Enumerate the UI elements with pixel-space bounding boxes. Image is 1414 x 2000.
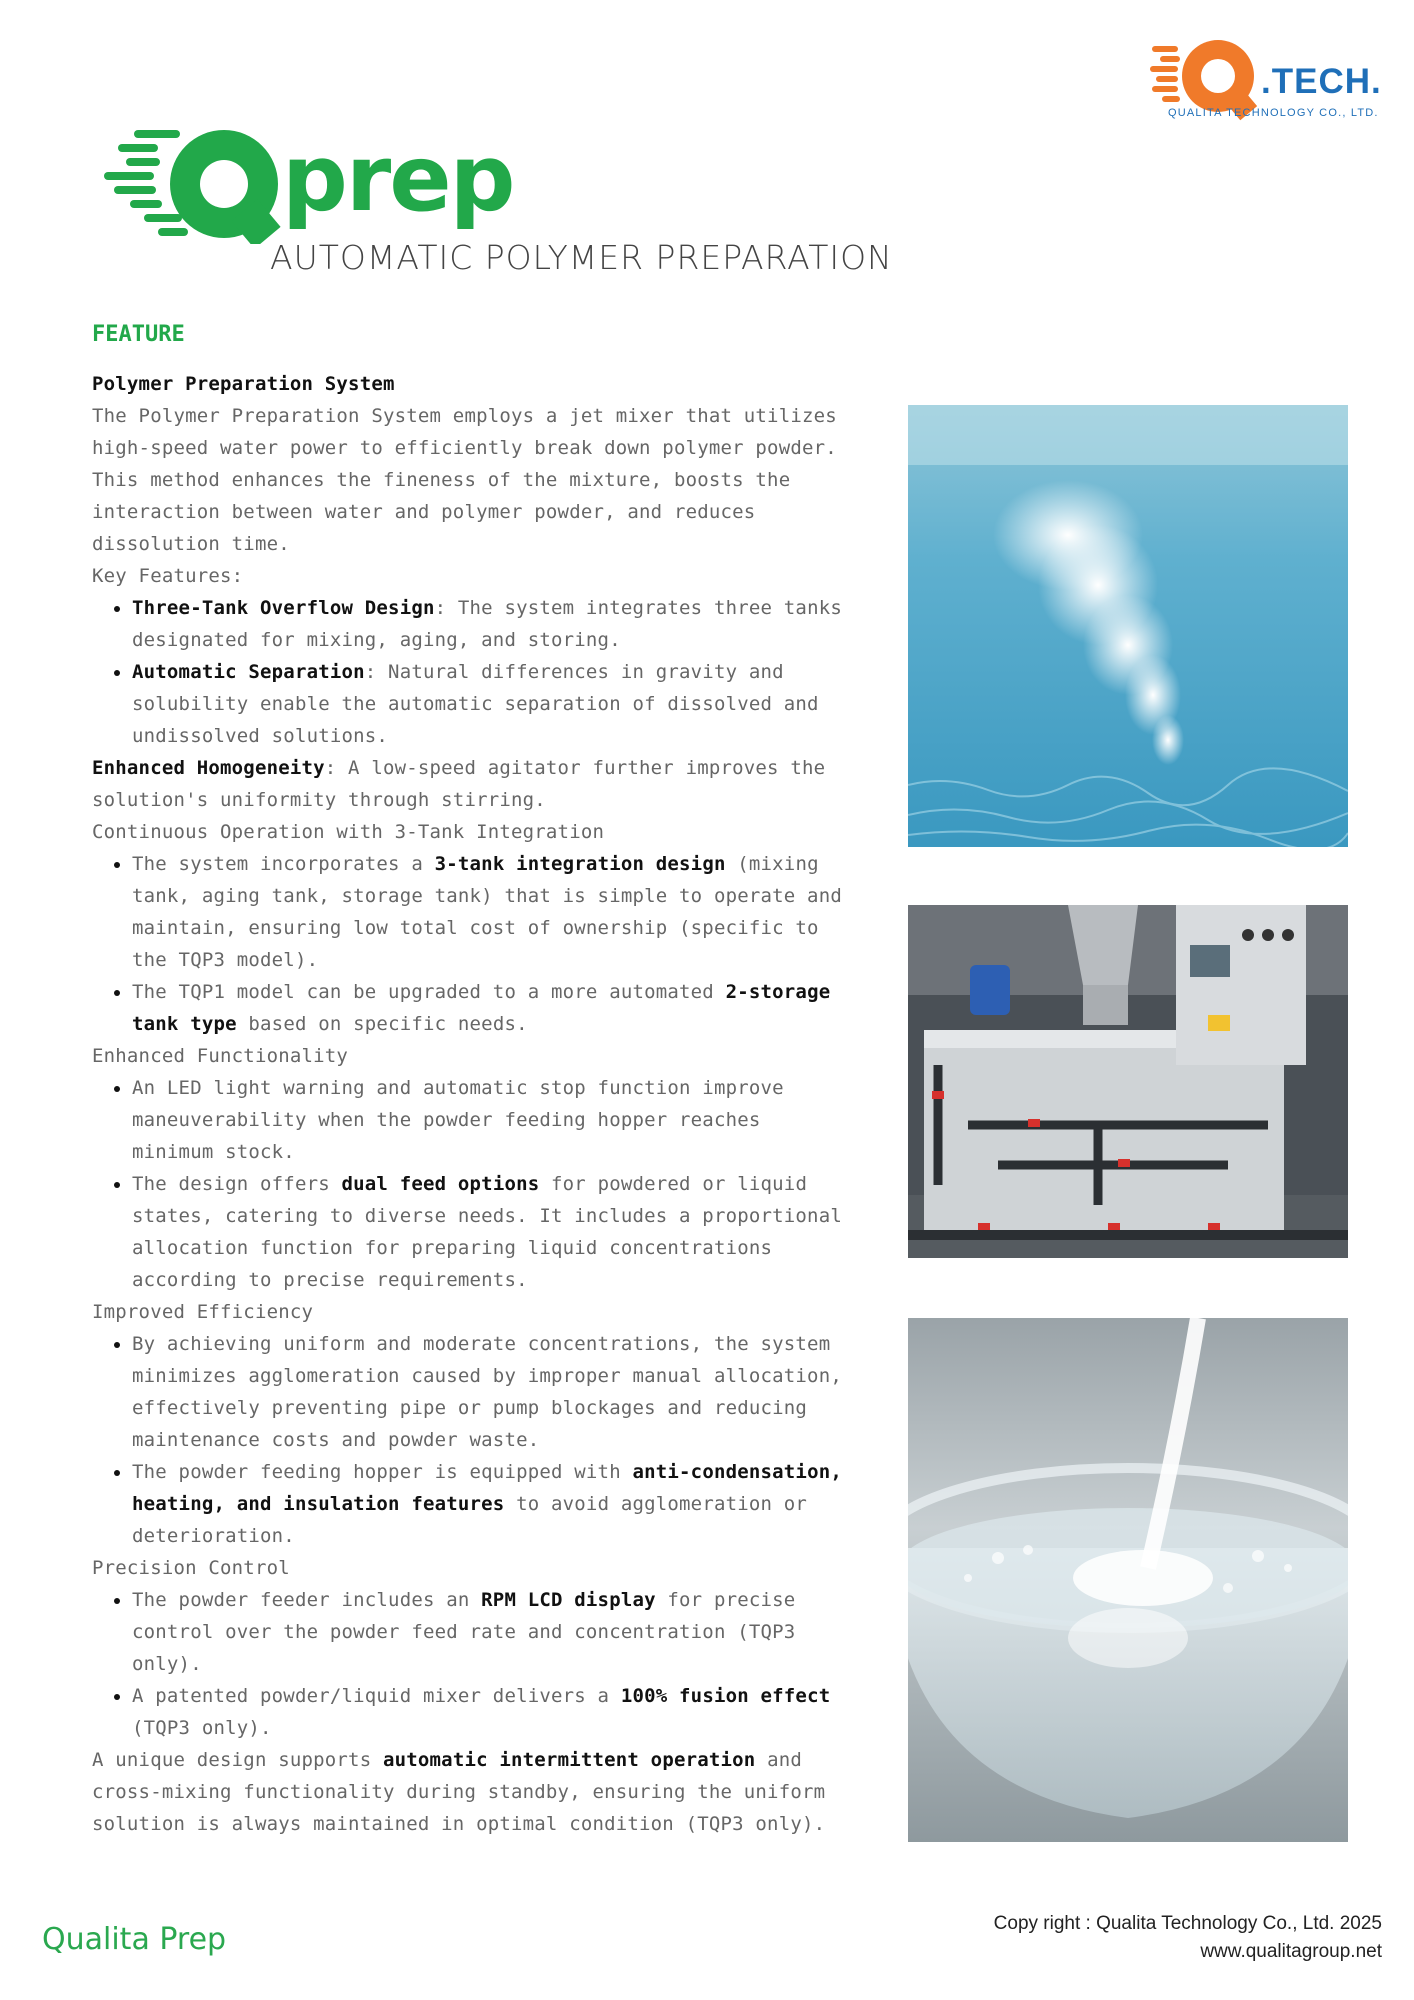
qprep-logo-icon [104,124,524,244]
underwater-powder-photo [908,405,1348,847]
precision-label: Precision Control [92,1557,290,1579]
polymer-mixing-glass-photo [908,1318,1348,1842]
functionality-label: Enhanced Functionality [92,1045,349,1067]
qtech-company-name: QUALITA TECHNOLOGY CO., LTD. [1168,107,1379,119]
precision-list [92,1584,852,1744]
qprep-wordmark: prep [282,125,514,232]
website-link[interactable]: www.qualitagroup.net [1200,1941,1382,1962]
continuous-list [92,848,852,1040]
system-heading: Polymer Preparation System [92,373,395,395]
homogeneity-paragraph: Enhanced Homogeneity: A low-speed agitator further improves the solution's uniformity through stirring. [92,757,826,811]
intro-paragraph: The Polymer Preparation System employs a jet mixer that utilizes high-speed water power to efficiently break down polymer powder. This method enhances the fineness of the mixture, boosts the interaction between water and polymer powder, and reduces dissolution time. [92,405,837,555]
list-item: • The powder feeder includes an RPM LCD display for precise control over the powder feed rate and concentration (TQP3 only). [132,1584,852,1680]
list-item: • The TQP1 model can be upgraded to a more automated 2-storage tank type based on specific needs. [132,976,852,1040]
footer-info [994,1910,1382,1966]
list-item: • The system incorporates a 3-tank integration design (mixing tank, aging tank, storage tank) that is simple to operate and maintain, ensuring low total cost of ownership (specific to the TQP3 model). [132,848,852,976]
functionality-list [92,1072,852,1296]
list-item: • By achieving uniform and moderate concentrations, the system minimizes agglomeration caused by improper manual allocation, effectively preventing pipe or pump blockages and reducing maintenance costs and powder waste. [132,1328,852,1456]
feature-content [92,368,852,1840]
footer-brand: Qualita Prep [42,1922,227,1957]
key-features-list [92,592,852,752]
closing-paragraph: A unique design supports automatic intermittent operation and cross-mixing functionality during standby, ensuring the uniform solution is always maintained in optimal condition (TQP3 only). [92,1749,826,1835]
qtech-wordmark: .TECH. [1261,62,1382,101]
efficiency-list [92,1328,852,1552]
list-item: • The powder feeding hopper is equipped with anti-condensation, heating, and insulation features to avoid agglomeration or deterioration. [132,1456,852,1552]
section-title: FEATURE [92,322,185,347]
list-item: • A patented powder/liquid mixer delivers a 100% fusion effect (TQP3 only). [132,1680,852,1744]
key-features-label: Key Features: [92,565,244,587]
continuous-label: Continuous Operation with 3-Tank Integration [92,821,605,843]
list-item: • An LED light warning and automatic stop function improve maneuverability when the powder feeding hopper reaches minimum stock. [132,1072,852,1168]
polymer-unit-photo [908,905,1348,1258]
efficiency-label: Improved Efficiency [92,1301,314,1323]
list-item: • Three-Tank Overflow Design: The system integrates three tanks designated for mixing, aging, and storing. [132,592,852,656]
list-item: • Automatic Separation: Natural differences in gravity and solubility enable the automatic separation of dissolved and undissolved solutions. [132,656,852,752]
product-subtitle: AUTOMATIC POLYMER PREPARATION [270,238,893,277]
copyright-text: Copy right : Qualita Technology Co., Ltd. 2025 [993,1913,1382,1934]
list-item: • The design offers dual feed options for powdered or liquid states, catering to diverse needs. It includes a proportional allocation function for preparing liquid concentrations according to precise requirements. [132,1168,852,1296]
